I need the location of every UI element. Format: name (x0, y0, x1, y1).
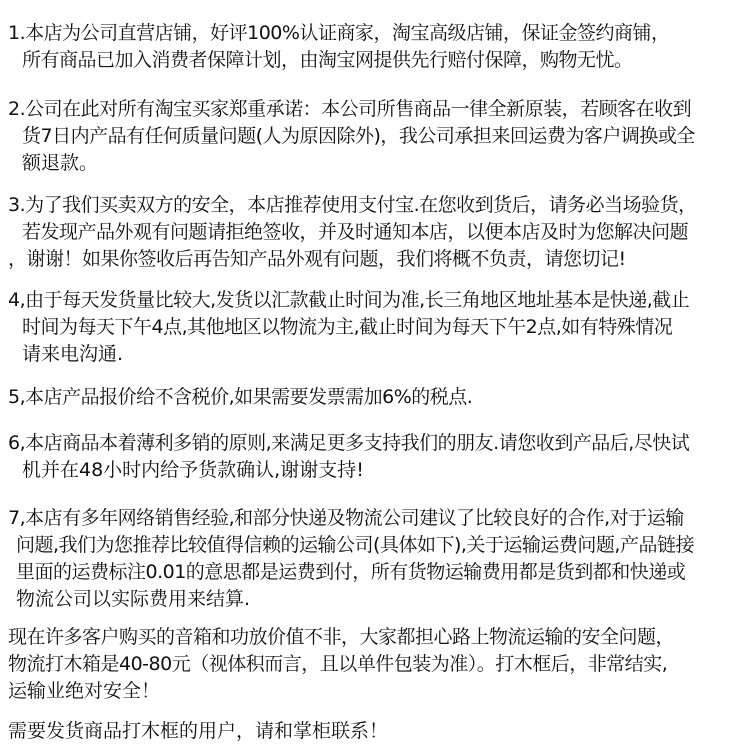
policy-line: 机并在48小时内给予货款确认,谢谢支持! (22, 459, 364, 481)
shipping-notice (8, 624, 746, 705)
policy-line: 请来电沟通. (22, 343, 124, 365)
policy-item-6 (8, 430, 746, 484)
policy-item-7 (8, 505, 746, 613)
policy-item-1 (8, 20, 746, 74)
policy-line: ，谢谢！如果你签收后再告知产品外观有问题，我们将概不负责，请您切记! (8, 248, 626, 270)
policy-line: 物流打木箱是40-80元（视体积而言，且以单件包装为准）。打木框后，非常结实, (8, 653, 668, 675)
policy-line: 3.为了我们买卖双方的安全，本店推荐使用支付宝.在您收到货后，请务必当场验货， (8, 194, 697, 216)
policy-item-5 (8, 384, 746, 411)
policy-line: 2.公司在此对所有淘宝买家郑重承诺：本公司所售商品一律全新原装，若顾客在收到 (8, 98, 692, 120)
policy-line: 额退款。 (22, 152, 99, 174)
policy-line: 5,本店产品报价给不含税价,如果需要发票需加6%的税点. (8, 386, 473, 408)
policy-line: 所有商品已加入消费者保障计划，由淘宝网提供先行赔付保障，购物无忧。 (22, 49, 633, 71)
policy-line: 问题,我们为您推荐比较值得信赖的运输公司(具体如下),关于运输运费问题,产品链接 (16, 534, 694, 556)
policy-line: 7,本店有多年网络销售经验,和部分快递及物流公司建议了比较良好的合作,对于运输 (8, 507, 684, 529)
policy-line: 需要发货商品打木框的用户，请和掌柜联系！ (8, 720, 389, 742)
policy-line: 运输业绝对安全！ (8, 680, 161, 702)
policy-item-2 (8, 96, 746, 177)
policy-line: 里面的运费标注0.01的意思都是运费到付，所有货物运输费用都是货到都和快递或 (16, 561, 686, 583)
policy-line: 货7日内产品有任何质量问题(人为原因除外)，我公司承担来回运费为客户调换或全 (22, 125, 695, 147)
policy-line: 现在许多客户购买的音箱和功放价值不非，大家都担心路上物流运输的安全问题， (8, 626, 675, 648)
policy-line: 6,本店商品本着薄利多销的原则,来满足更多支持我们的朋友.请您收到产品后,尽快试 (8, 432, 690, 454)
policy-line: 4,由于每天发货量比较大,发货以汇款截止时间为准,长三角地区地址基本是快递,截止 (8, 289, 690, 311)
wooden-frame-contact-note (8, 718, 746, 745)
policy-item-3 (8, 192, 746, 273)
policy-line: 1.本店为公司直营店铺，好评100%认证商家，淘宝高级店铺，保证金签约商铺， (8, 22, 670, 44)
policy-line: 若发现产品外观有问题请拒绝签收，并及时通知本店，以便本店及时为您解决问题 (22, 221, 689, 243)
policy-line: 物流公司以实际费用来结算. (16, 588, 251, 610)
policy-item-4 (8, 287, 746, 368)
policy-line: 时间为每天下午4点,其他地区以物流为主,截止时间为每天下午2点,如有特殊情况 (22, 316, 673, 338)
